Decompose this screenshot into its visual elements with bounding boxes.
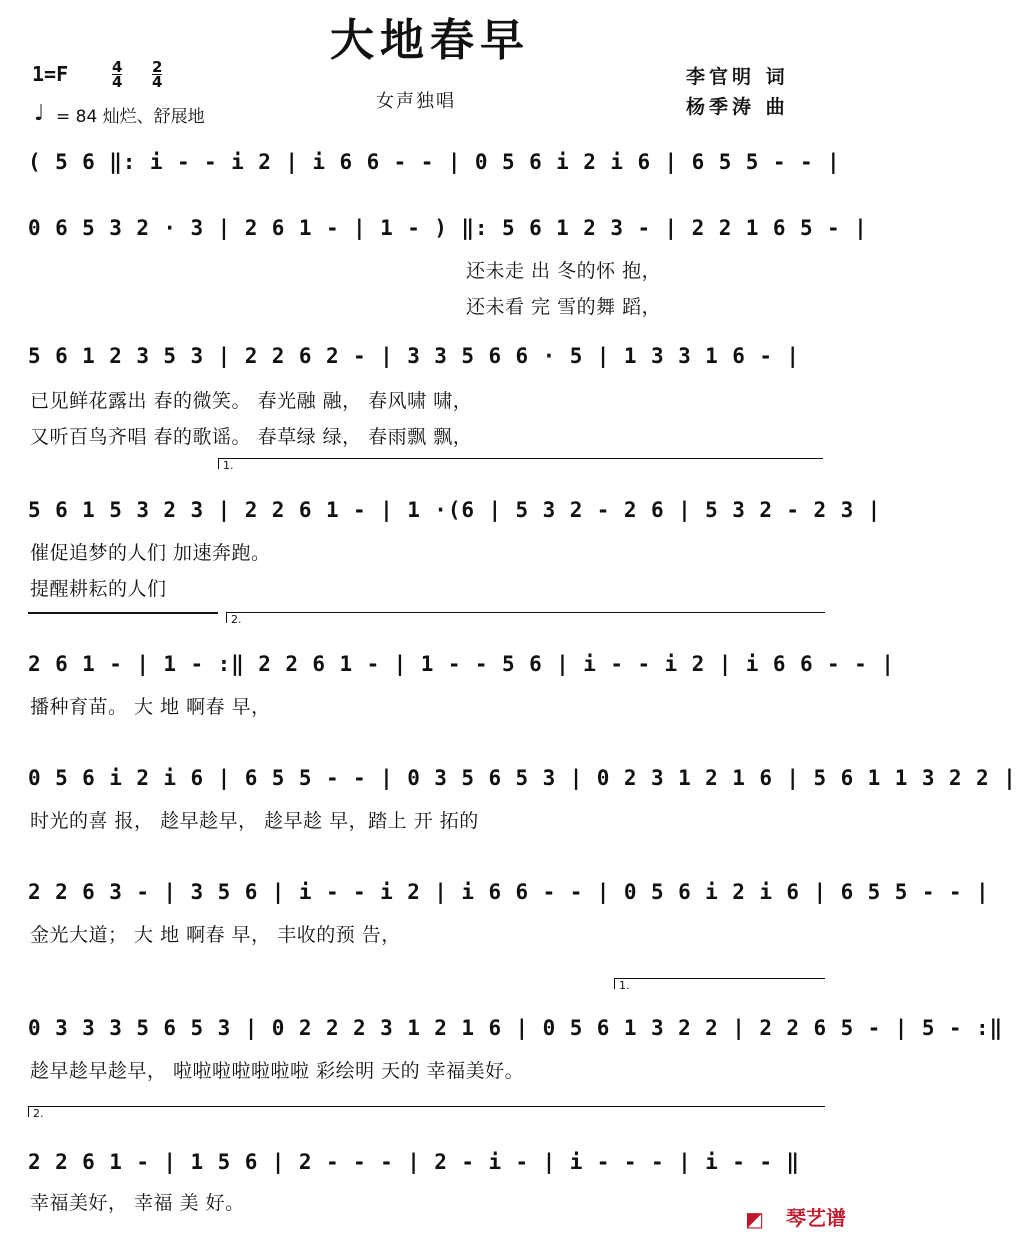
volta-bracket: 1.	[614, 978, 825, 989]
key-signature: 1=F	[32, 62, 69, 86]
lyric-line: 时光的喜 报， 趁早趁早， 趁早趁 早，踏上 开 拓的	[30, 810, 479, 832]
notation-line: 5 6 1 5 3 2 3 | 2 2 6 1 - | 1 ·(6 | 5 3 2 - 2 6 | 5 3 2 - 2 3 |	[28, 498, 882, 522]
notation-line: 5 6 1 2 3 5 3 | 2 2 6 2 - | 3 3 5 6 6 · 5 | 1 3 3 1 6 - |	[28, 344, 800, 368]
lyric-line: 金光大道； 大 地 啊春 早， 丰收的预 告，	[30, 924, 401, 946]
volta-bracket: 2.	[28, 1106, 825, 1117]
lyric-verse-2: 提醒耕耘的人们	[30, 578, 167, 600]
composer-credit: 杨季涛 曲	[686, 96, 789, 118]
lyric-verse-2: 又听百鸟齐唱 春的歌谣。 春草绿 绿， 春雨飘 飘，	[30, 426, 473, 448]
notation-line: ( 5 6 ‖: i - - i 2 | i 6 6 - - | 0 5 6 i 2 i 6 | 6 5 5 - - |	[28, 150, 841, 174]
lyric-verse-1: 催促追梦的人们 加速奔跑。	[30, 542, 271, 564]
time-sig-bottom: 4	[112, 73, 123, 91]
watermark: 琴艺谱	[786, 1206, 846, 1230]
volta-line	[28, 612, 218, 614]
tempo-marking: = 84 灿烂、舒展地	[56, 107, 205, 127]
lyric-verse-2: 还未看 完 雪的舞 蹈，	[466, 296, 662, 318]
notation-line: 0 3 3 3 5 6 5 3 | 0 2 2 2 3 1 2 1 6 | 0 5 6 1 3 2 2 | 2 2 6 5 - | 5 - :‖	[28, 1016, 1004, 1040]
time-sig-top: 4	[112, 58, 123, 76]
notation-line: 2 2 6 1 - | 1 5 6 | 2 - - - | 2 - i - | i - - - | i - - ‖	[28, 1150, 800, 1174]
lyric-verse-1: 已见鲜花露出 春的微笑。 春光融 融， 春风啸 啸，	[30, 390, 473, 412]
notation-line: 2 2 6 3 - | 3 5 6 | i - - i 2 | i 6 6 - - | 0 5 6 i 2 i 6 | 6 5 5 - - |	[28, 880, 990, 904]
time-signature-4-4	[112, 60, 122, 89]
song-title: 大地春早	[330, 15, 530, 66]
lyricist-credit: 李官明 词	[686, 66, 789, 88]
lyric-line: 趁早趁早趁早， 啦啦啦啦啦啦啦 彩绘明 天的 幸福美好。	[30, 1060, 525, 1082]
lyric-line: 播种育苗。 大 地 啊春 早，	[30, 696, 271, 718]
performance-note: 女声独唱	[376, 91, 456, 112]
time-sig-bottom: 4	[152, 73, 163, 91]
volta-bracket: 1.	[218, 458, 823, 469]
notation-line: 0 6 5 3 2 · 3 | 2 6 1 - | 1 - ) ‖: 5 6 1 2 3 - | 2 2 1 6 5 - |	[28, 216, 868, 240]
time-signature-2-4	[152, 60, 162, 89]
lyric-line: 幸福美好， 幸福 美 好。	[30, 1192, 245, 1214]
quarter-note-icon: ♩	[34, 101, 45, 126]
notation-line: 0 5 6 i 2 i 6 | 6 5 5 - - | 0 3 5 6 5 3 | 0 2 3 1 2 1 6 | 5 6 1 1 3 2 2 |	[28, 766, 1017, 790]
notation-line: 2 6 1 - | 1 - :‖ 2 2 6 1 - | 1 - - 5 6 | i - - i 2 | i 6 6 - - |	[28, 652, 895, 676]
logo-icon: ◩	[745, 1207, 764, 1231]
lyric-verse-1: 还未走 出 冬的怀 抱，	[466, 260, 662, 282]
time-sig-top: 2	[152, 58, 163, 76]
volta-bracket: 2.	[226, 612, 825, 623]
